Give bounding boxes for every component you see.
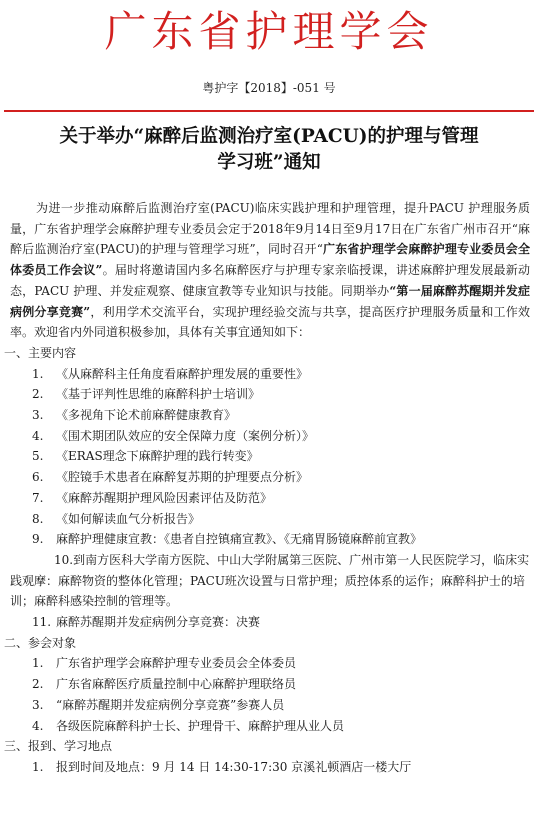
section-heading-location: 三、报到、学习地点 — [4, 739, 113, 754]
content-item-3: 3. 《多视角下论术前麻醉健康教育》 — [32, 408, 237, 423]
content-item-7: 7. 《麻醉苏醒期护理风险因素评估及防范》 — [32, 490, 273, 505]
header-divider — [4, 110, 534, 112]
attendee-item-2: 2. 广东省麻醉医疗质量控制中心麻醉护理联络员 — [32, 677, 297, 692]
content-item-8: 8. 《如何解读血气分析报告》 — [32, 511, 201, 526]
document-body — [0, 198, 538, 778]
intro-bold-meeting: 广东省护理学会麻醉护理专业委员会全体委员工作会议” — [10, 242, 530, 278]
content-item-5: 5. 《ERAS理念下麻醉护理的践行转变》 — [32, 449, 259, 464]
intro-bold-competition: “第一届麻醉苏醒期并发症病例分享竞赛” — [10, 283, 530, 319]
attendee-item-3: 3. “麻醉苏醒期并发症病例分享竞赛”参赛人员 — [32, 697, 285, 712]
document-number: 粤护字【2018】-051 号 — [202, 81, 336, 95]
title-line-2: 学习班”通知 — [217, 152, 321, 173]
section-heading-attendees: 二、参会对象 — [4, 635, 77, 650]
intro-text-1: 为进一步推动麻醉后监测治疗室(PACU)临床实践护理和护理管理，提升PACU 护理服务质量，广东省护理学会麻醉护理专业委员会定于2018年9月14日至9月17日在广东省广州市召开“麻醉后监测治疗室(PACU)的护理与管理学习班”，同时召开“ — [10, 201, 530, 257]
content-item-9: 9. 麻醉护理健康宣教：《患者自控镇痛宣教》、《无痛胃肠镜麻醉前宣教》 — [32, 532, 423, 547]
content-item-11: 11. 麻醉苏醒期并发症病例分享竞赛：决赛 — [32, 615, 261, 630]
content-item-1: 1. 《从麻醉科主任角度看麻醉护理发展的重要性》 — [32, 366, 309, 381]
location-item-1: 1. 报到时间及地点：9 月 14 日 14:30-17:30 京溪礼顿酒店一楼大厅 — [32, 759, 412, 774]
attendee-item-4: 4. 各级医院麻醉科护士长、护理骨干、麻醉护理从业人员 — [32, 718, 345, 733]
intro-text-2: 。届时将邀请国内多名麻醉医疗与护理专家亲临授课，讲述麻醉护理发展最新动态，PACU 护理、并发症观察、健康宣教等专业知识与技能。同期举办 — [10, 263, 530, 298]
intro-text-3: ，利用学术交流平台，实现护理经验交流与共享，提高医疗护理服务质量和工作效率。欢迎省内外同道积极参加，具体有关事宜通知如下： — [10, 304, 530, 340]
intro-paragraph — [0, 198, 538, 343]
attendee-item-1: 1. 广东省护理学会麻醉护理专业委员会全体委员 — [32, 656, 297, 671]
content-item-4: 4. 《围术期团队效应的安全保障力度（案例分析）》 — [32, 428, 315, 443]
section-heading-content: 一、主要内容 — [4, 345, 77, 360]
content-item-6: 6. 《腔镜手术患者在麻醉复苏期的护理要点分析》 — [32, 470, 309, 485]
title-line-1: 关于举办“麻醉后监测治疗室(PACU)的护理与管理 — [59, 126, 479, 147]
content-item-10: 10.到南方医科大学南方医院、中山大学附属第三医院、广州市第一人民医院学习，临床实践观摩：麻醉物资的整体化管理；PACU班次设置与日常护理；质控体系的运作；麻醉科护士的培训；麻醉科感染控制的管理等。 — [10, 552, 530, 609]
document-title — [30, 124, 508, 176]
content-item-2: 2. 《基于评判性思维的麻醉科护士培训》 — [32, 387, 261, 402]
org-name-heading: 广东省护理学会 — [104, 7, 434, 56]
